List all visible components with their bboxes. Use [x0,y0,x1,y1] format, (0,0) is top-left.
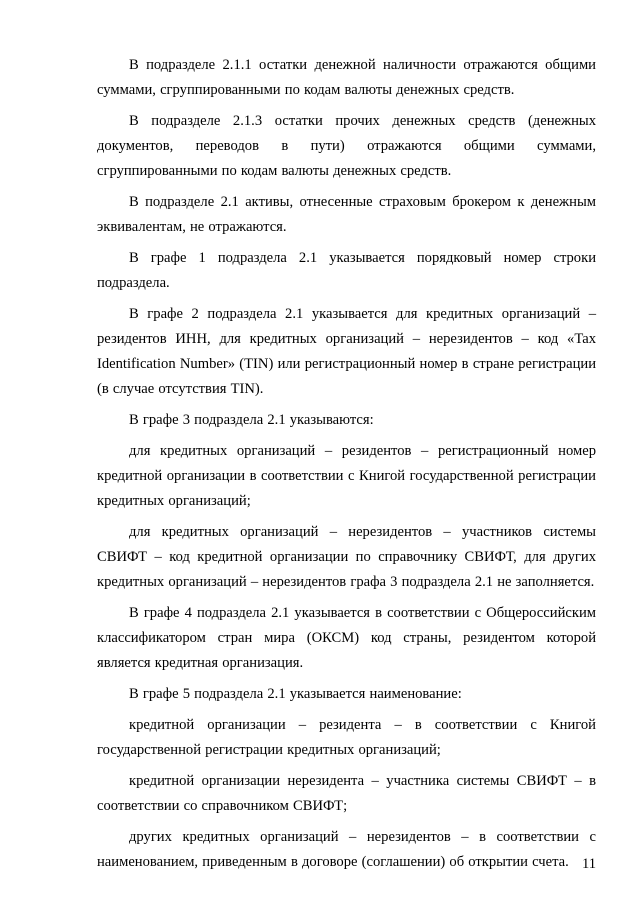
paragraph: В графе 4 подраздела 2.1 указывается в соответствии с Общероссийским классификатором стран мира (ОКСМ) код страны, резидентом которой является кредитная организация. [97,605,596,671]
paragraph: В графе 3 подраздела 2.1 указываются: [129,412,374,428]
paragraph: кредитной организации нерезидента – участника системы СВИФТ – в соответствии со справочником СВИФТ; [97,773,596,814]
paragraph: В графе 5 подраздела 2.1 указывается наименование: [129,686,462,702]
paragraph: В графе 2 подраздела 2.1 указывается для кредитных организаций – резидентов ИНН, для кредитных организаций – нерезидентов – код «Tax Identification Number» (TIN) или регистрационный номер в стране регистрации (в случае отсутствия TIN). [97,306,596,397]
paragraph: кредитной организации – резидента – в соответствии с Книгой государственной регистрации кредитных организаций; [97,717,596,758]
paragraph: В подразделе 2.1 активы, отнесенные страховым брокером к денежным эквивалентам, не отражаются. [97,194,596,235]
paragraph: для кредитных организаций – резидентов – регистрационный номер кредитной организации в соответствии с Книгой государственной регистрации кредитных организаций; [97,443,596,509]
paragraph: В подразделе 2.1.1 остатки денежной наличности отражаются общими суммами, сгруппированными по кодам валюты денежных средств. [97,57,596,98]
paragraph: В подразделе 2.1.3 остатки прочих денежных средств (денежных документов, переводов в пути) отражаются общими суммами, сгруппированными по кодам валюты денежных средств. [97,113,596,179]
page-number: 11 [581,856,596,872]
paragraph: для кредитных организаций – нерезидентов – участников системы СВИФТ – код кредитной организации по справочнику СВИФТ, для других кредитных организаций – нерезидентов графа 3 подраздела 2.1 не заполняется. [97,524,596,590]
paragraph: других кредитных организаций – нерезидентов – в соответствии с наименованием, приведенным в договоре (соглашении) об открытии счета. [97,829,596,870]
document-body [97,53,596,881]
paragraph: В графе 1 подраздела 2.1 указывается порядковый номер строки подраздела. [97,250,596,291]
